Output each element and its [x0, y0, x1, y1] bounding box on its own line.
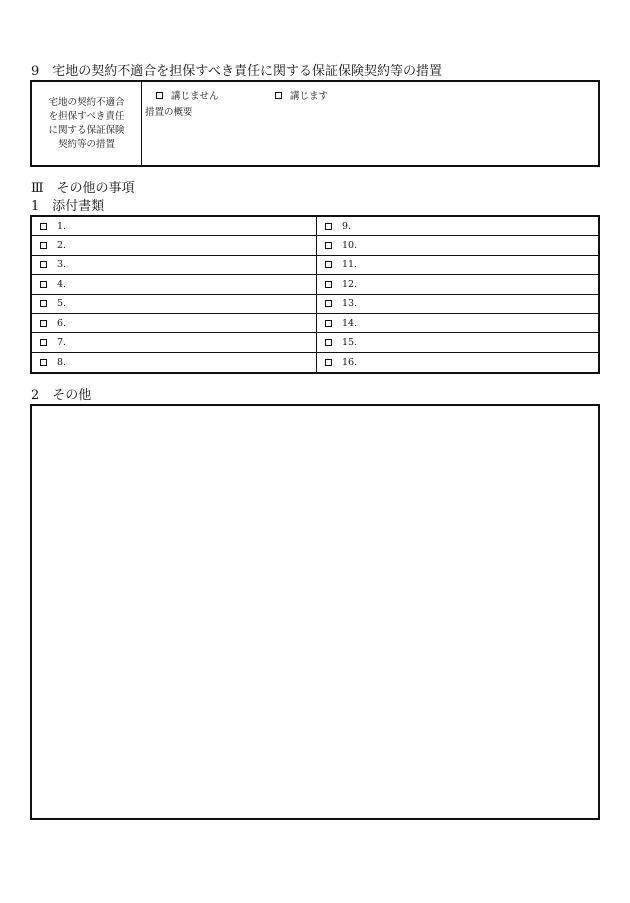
attachment-number: 7. — [57, 337, 67, 349]
attachment-row[interactable] — [317, 353, 598, 372]
attachment-checkbox[interactable] — [325, 359, 332, 366]
attachment-checkbox[interactable] — [325, 261, 332, 268]
label-line: 宅地の契約不適合 — [48, 96, 125, 108]
attachment-row[interactable] — [32, 333, 316, 352]
attachment-checkbox[interactable] — [40, 300, 47, 307]
summary-label: 措置の概要 — [145, 107, 193, 118]
attachment-checkbox[interactable] — [325, 242, 332, 249]
attachment-row[interactable] — [32, 236, 316, 255]
attachment-checkbox[interactable] — [325, 320, 332, 327]
attachment-row[interactable] — [32, 217, 316, 236]
attachment-number: 13. — [342, 298, 358, 310]
other-text-area[interactable] — [30, 404, 600, 820]
attachment-number: 6. — [57, 317, 67, 329]
attachments-heading: 1 添付書類 — [31, 199, 105, 214]
attachment-row[interactable] — [32, 353, 316, 372]
section3-heading: Ⅲ その他の事項 — [31, 181, 135, 196]
option-not-taken[interactable] — [156, 88, 219, 102]
attachment-checkbox[interactable] — [40, 242, 47, 249]
attachment-number: 16. — [342, 356, 358, 368]
checkbox-not-taken[interactable] — [156, 92, 163, 99]
attachment-number: 11. — [342, 259, 358, 271]
attachment-number: 14. — [342, 317, 358, 329]
attachments-table — [30, 215, 600, 374]
attachment-checkbox[interactable] — [40, 359, 47, 366]
attachment-row[interactable] — [317, 314, 598, 333]
attachment-row[interactable] — [317, 295, 598, 314]
attachment-checkbox[interactable] — [40, 223, 47, 230]
attachment-row[interactable] — [317, 217, 598, 236]
attachment-row[interactable] — [32, 314, 316, 333]
attachment-row[interactable] — [317, 275, 598, 294]
attachment-checkbox[interactable] — [40, 281, 47, 288]
attachment-number: 12. — [342, 278, 358, 290]
attachment-number: 1. — [57, 220, 67, 232]
attachment-number: 2. — [57, 240, 67, 252]
label-line: に関する保証保険 — [48, 124, 125, 136]
attachment-number: 15. — [342, 337, 358, 349]
attachment-number: 3. — [57, 259, 67, 271]
attachment-row[interactable] — [32, 256, 316, 275]
checkbox-taken[interactable] — [275, 92, 282, 99]
section9-heading: 9 宅地の契約不適合を担保すべき責任に関する保証保険契約等の措置 — [31, 64, 443, 79]
attachment-checkbox[interactable] — [325, 223, 332, 230]
attachment-number: 5. — [57, 298, 67, 310]
attachment-row[interactable] — [32, 295, 316, 314]
warranty-measures-body — [142, 82, 598, 165]
label-line: を担保すべき責任 — [48, 110, 125, 122]
attachment-row[interactable] — [317, 333, 598, 352]
other-heading: 2 その他 — [31, 388, 92, 403]
attachment-checkbox[interactable] — [325, 281, 332, 288]
attachment-number: 10. — [342, 240, 358, 252]
attachments-right-column — [317, 217, 598, 372]
attachment-checkbox[interactable] — [325, 339, 332, 346]
attachment-number: 9. — [342, 220, 352, 232]
option-taken-label: 講じます — [290, 91, 329, 102]
attachment-checkbox[interactable] — [40, 339, 47, 346]
warranty-measures-label — [32, 82, 142, 165]
attachment-row[interactable] — [32, 275, 316, 294]
attachment-number: 4. — [57, 278, 67, 290]
attachment-row[interactable] — [317, 236, 598, 255]
option-taken[interactable] — [275, 88, 328, 102]
attachments-left-column — [32, 217, 317, 372]
attachment-checkbox[interactable] — [325, 300, 332, 307]
warranty-measures-table — [30, 80, 600, 167]
other-content — [32, 406, 598, 418]
attachment-number: 8. — [57, 356, 67, 368]
label-line: 契約等の措置 — [57, 138, 115, 150]
attachment-row[interactable] — [317, 256, 598, 275]
option-not-taken-label: 講じません — [171, 91, 219, 102]
attachment-checkbox[interactable] — [40, 261, 47, 268]
attachment-checkbox[interactable] — [40, 320, 47, 327]
